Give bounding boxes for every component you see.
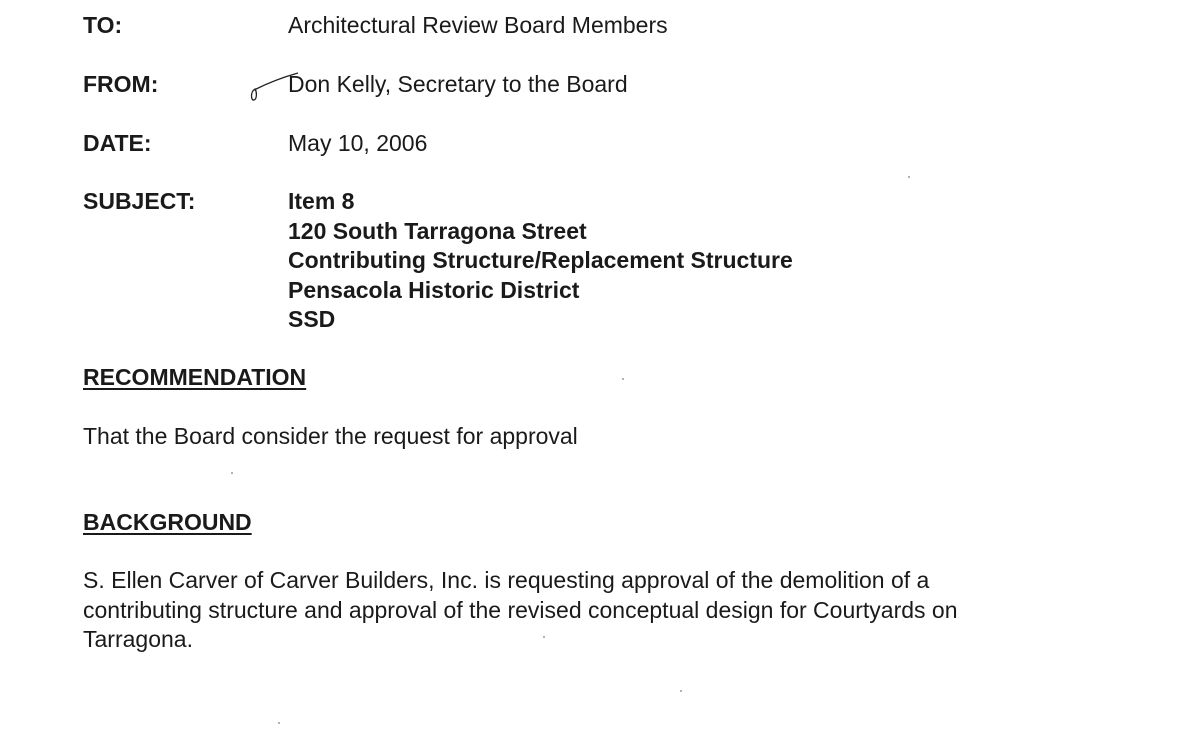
date-value: May 10, 2006 [288, 130, 428, 156]
scan-speck [231, 472, 233, 474]
subject-item-number: Item 8 [288, 188, 355, 214]
scan-speck [622, 378, 624, 380]
from-value: Don Kelly, Secretary to the Board [288, 71, 628, 97]
background-line: S. Ellen Carver of Carver Builders, Inc. is requesting approval of the demolition of a [83, 567, 930, 593]
to-label: TO: [83, 12, 123, 38]
handwritten-initials-icon [246, 68, 306, 108]
background-line: contributing structure and approval of the revised conceptual design for Courtyards on [83, 596, 958, 623]
background-line: Tarragona. [83, 626, 193, 652]
subject-district: Pensacola Historic District [288, 276, 580, 303]
subject-address: 120 South Tarragona Street [288, 217, 587, 244]
from-label: FROM: [83, 71, 159, 97]
to-value: Architectural Review Board Members [288, 12, 668, 38]
recommendation-text: That the Board consider the request for approval [83, 423, 578, 449]
background-paragraph [83, 566, 1126, 655]
scan-speck [680, 690, 682, 692]
date-label: DATE: [83, 130, 152, 156]
subject-code: SSD [288, 306, 336, 332]
scan-speck [908, 176, 910, 178]
subject-lines [288, 187, 793, 335]
recommendation-heading: RECOMMENDATION [83, 364, 307, 390]
subject-label: SUBJECT: [83, 188, 196, 214]
scan-speck [543, 636, 545, 638]
subject-structure-type: Contributing Structure/Replacement Structure [288, 247, 793, 273]
scan-speck [278, 722, 280, 724]
background-heading: BACKGROUND [83, 509, 252, 535]
